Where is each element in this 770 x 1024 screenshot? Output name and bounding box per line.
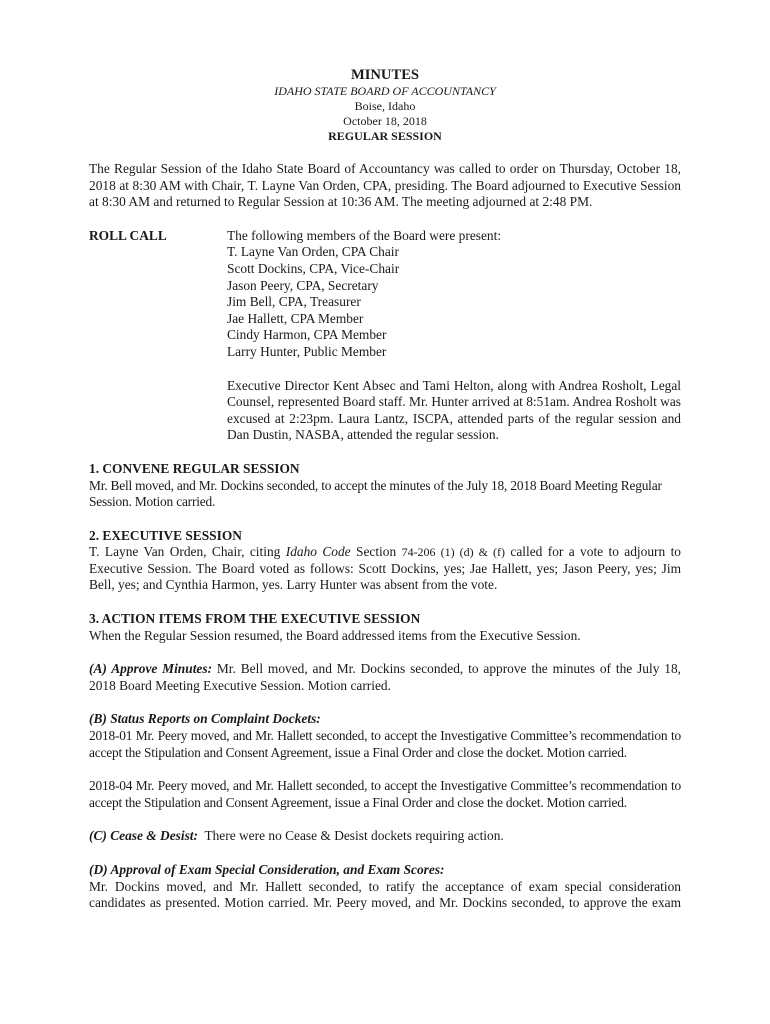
member-item: Cindy Harmon, CPA Member [227, 327, 387, 343]
item-d-body: Mr. Dockins moved, and Mr. Hallett seconded, to ratify the acceptance of exam special consideration candidates as presented. Motion carried. Mr. Peery moved, and Mr. Dockins seconded, to approve the exam [89, 878, 681, 911]
section-convene [89, 461, 681, 511]
exec-text-2: Section [350, 544, 402, 560]
item-b [89, 711, 681, 811]
roll-call-label: ROLL CALL [89, 227, 167, 243]
intro-paragraph: The Regular Session of the Idaho State Board of Accountancy was called to order on Thursday, October 18, 2018 at 8:30 AM with Chair, T. Layne Van Orden, CPA, presiding. The Board adjourned to Executive Session at 8:30 AM and returned to Regular Session at 10:36 AM. The meeting adjourned at 2:48 PM. [89, 161, 681, 210]
staff-paragraph: Executive Director Kent Absec and Tami Helton, along with Andrea Rosholt, Legal Counsel, represented Board staff. Mr. Hunter arrived at 8:51am. Andrea Rosholt was excused at 2:23pm. Laura Lantz, ISCPA, attended parts of the regular session and Dan Dustin, NASBA, attended the regular session. [227, 377, 681, 443]
section-title: 1. CONVENE REGULAR SESSION [89, 460, 300, 476]
docket-entry: 2018-01 Mr. Peery moved, and Mr. Hallett seconded, to accept the Investigative Committee’s recommendation to accept the Stipulation and Consent Agreement, issue a Final Order and close the docket. Motion carried. [89, 728, 681, 760]
item-d-label: (D) Approval of Exam Special Consideration, and Exam Scores: [89, 862, 445, 877]
roll-call-section [89, 228, 681, 444]
section-executive [89, 528, 681, 594]
section-body: Mr. Bell moved, and Mr. Dockins seconded, to accept the minutes of the July 18, 2018 Board Meeting Regular Session. Motion carried. [89, 477, 662, 510]
code-name: Idaho Code [285, 544, 351, 560]
member-item: Scott Dockins, CPA, Vice-Chair [227, 260, 400, 276]
item-a-body: Mr. Bell moved, and Mr. Dockins seconded, to approve the minutes of the July 18, 2018 Board Meeting Executive Session. Motion carried. [89, 661, 681, 693]
minutes-document [89, 66, 681, 912]
document-title: MINUTES [350, 67, 420, 83]
code-citation: 74-206 (1) (d) & (f) [401, 545, 505, 560]
member-item: Jim Bell, CPA, Treasurer [227, 294, 361, 310]
section-action-items [89, 611, 681, 912]
member-item: Jason Peery, CPA, Secretary [227, 277, 379, 293]
item-c-body: There were no Cease & Desist dockets requiring action. [197, 828, 504, 844]
member-item: Larry Hunter, Public Member [227, 343, 387, 359]
section-title: 3. ACTION ITEMS FROM THE EXECUTIVE SESSION [89, 611, 421, 627]
meeting-date: October 18, 2018 [343, 114, 427, 128]
member-item: T. Layne Van Orden, CPA Chair [227, 244, 399, 260]
section-intro: When the Regular Session resumed, the Board addressed items from the Executive Session. [89, 627, 581, 643]
roll-call-body [227, 228, 681, 444]
board-name: IDAHO STATE BOARD OF ACCOUNTANCY [274, 84, 496, 98]
section-title: 2. EXECUTIVE SESSION [89, 527, 242, 543]
document-header [89, 66, 681, 144]
item-a-label: (A) Approve Minutes: [89, 661, 213, 677]
item-c-label: (C) Cease & Desist: [89, 828, 198, 844]
item-d [89, 862, 681, 912]
exec-text-1: T. Layne Van Orden, Chair, citing [89, 544, 286, 560]
session-type: REGULAR SESSION [328, 129, 442, 143]
member-list [227, 244, 681, 360]
docket-entry: 2018-04 Mr. Peery moved, and Mr. Hallett seconded, to accept the Investigative Committee’s recommendation to accept the Stipulation and Consent Agreement, issue a Final Order and close the docket. Motion carried. [89, 778, 681, 810]
member-item: Jae Hallett, CPA Member [227, 310, 364, 326]
roll-call-lead: The following members of the Board were present: [227, 227, 502, 243]
item-a [89, 661, 681, 694]
item-b-label: (B) Status Reports on Complaint Dockets: [89, 711, 321, 727]
exec-text-3: called for a vote to adjourn to Executive Session. The Board voted as follows: Scott Dockins, yes; Jae Hallett, yes; Jason Peery, yes; Jim Bell, yes; and Cynthia Harmon, yes. Larry Hunter was absent from the vote. [89, 544, 681, 593]
meeting-location: Boise, Idaho [354, 99, 416, 113]
item-c [89, 828, 681, 845]
section-body [89, 544, 681, 594]
